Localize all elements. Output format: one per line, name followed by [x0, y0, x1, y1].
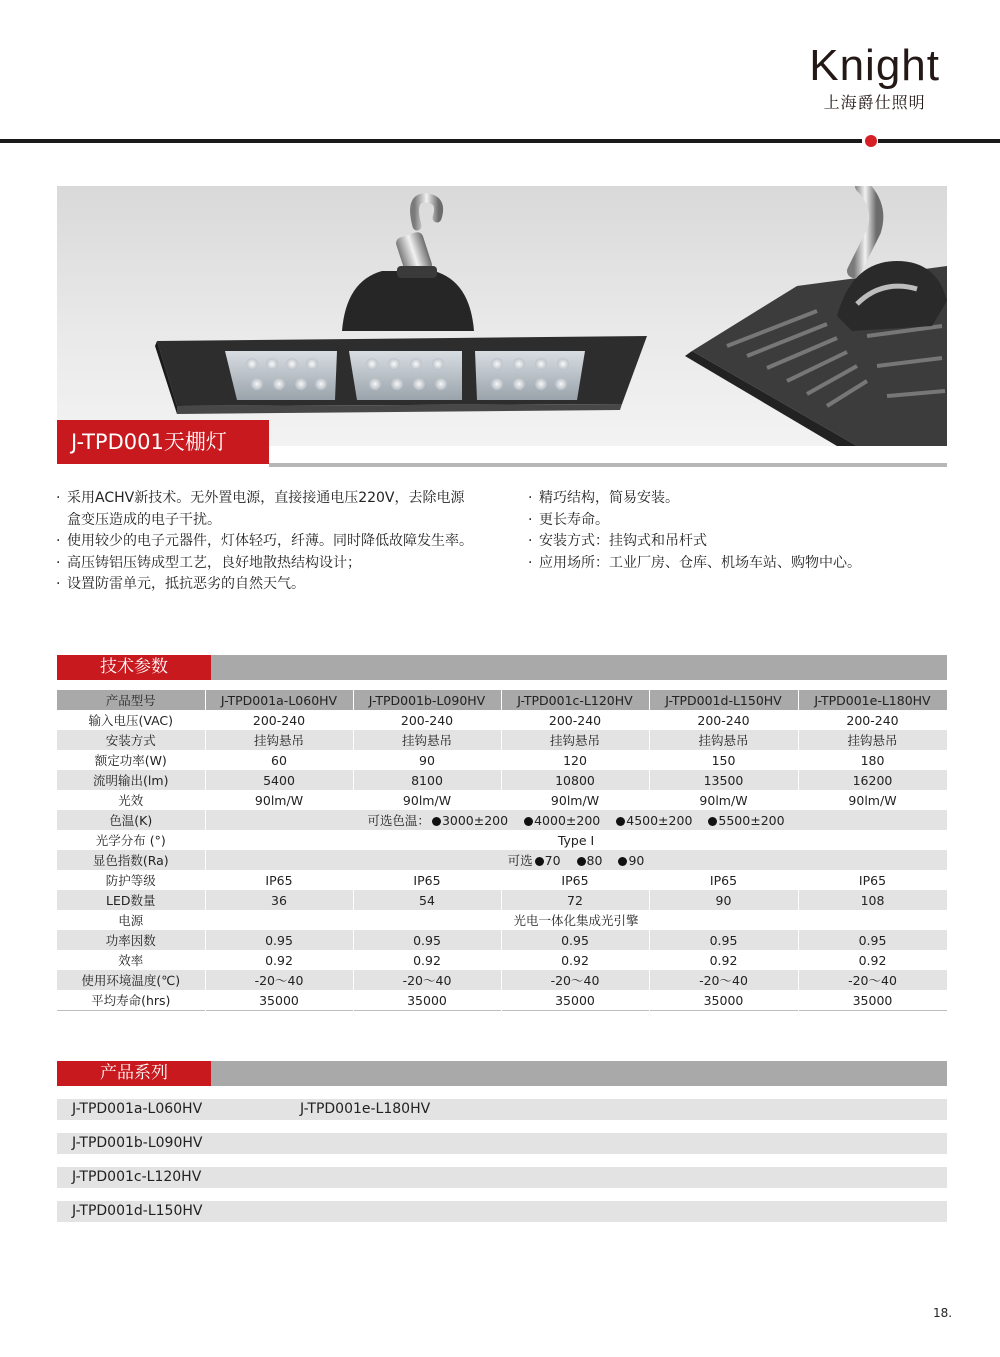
spec-label: 效率: [57, 950, 205, 970]
spec-row: [57, 930, 947, 950]
spec-row: [57, 950, 947, 970]
spec-value: 挂钩悬吊: [649, 730, 798, 750]
spec-row: [57, 750, 947, 770]
series-section-title: 产品系列: [57, 1061, 211, 1086]
spec-option: 90: [628, 853, 645, 868]
spec-value: 0.92: [353, 950, 501, 970]
spec-option: 4500±200: [626, 813, 693, 828]
spec-label: 光学分布 (°): [57, 830, 205, 850]
spec-value: 200-240: [501, 710, 649, 730]
spec-header-model: J-TPD001e-L180HV: [798, 690, 947, 710]
header-rule: [0, 139, 862, 143]
spec-merged-value: 光电一体化集成光引擎: [205, 910, 947, 930]
specs-section-title: 技术参数: [57, 655, 211, 680]
spec-value: 0.95: [501, 930, 649, 950]
spec-value: 180: [798, 750, 947, 770]
spec-header-label: 产品型号: [57, 690, 205, 710]
spec-merged-value: Type I: [205, 830, 947, 850]
page-number: 18.: [933, 1306, 953, 1320]
spec-value: 10800: [501, 770, 649, 790]
product-photo: [57, 186, 947, 446]
feature-item: · 高压铸铝压铸成型工艺，良好地散热结构设计；: [56, 553, 476, 575]
spec-value: 108: [798, 890, 947, 910]
series-row: [57, 1133, 947, 1154]
spec-value: 挂钩悬吊: [798, 730, 947, 750]
feature-item: · 精巧结构，简易安装。: [528, 488, 948, 510]
series-row: [57, 1099, 947, 1120]
spec-value: 36: [205, 890, 353, 910]
spec-option: 4000±200: [534, 813, 601, 828]
option-bullet-icon: [616, 817, 625, 826]
spec-option: 70: [544, 853, 561, 868]
spec-value: 150: [649, 750, 798, 770]
spec-value: 0.92: [798, 950, 947, 970]
spec-option-prefix: 可选色温：: [367, 813, 430, 828]
feature-item: · 安装方式：挂钩式和吊杆式: [528, 531, 948, 553]
specs-section-header: [57, 655, 947, 680]
spec-value: 35000: [798, 990, 947, 1011]
spec-value: 0.95: [649, 930, 798, 950]
feature-item: · 更长寿命。: [528, 510, 948, 532]
spec-value: -20～40: [501, 970, 649, 990]
series-row: [57, 1201, 947, 1222]
spec-label: 功率因数: [57, 930, 205, 950]
option-bullet-icon: [708, 817, 717, 826]
spec-row: [57, 730, 947, 750]
spec-option: 3000±200: [441, 813, 509, 828]
spec-value: 35000: [353, 990, 501, 1011]
spec-value: 200-240: [798, 710, 947, 730]
spec-label: 输入电压(VAC): [57, 710, 205, 730]
spec-row: [57, 970, 947, 990]
spec-value: 挂钩悬吊: [501, 730, 649, 750]
spec-label: LED数量: [57, 890, 205, 910]
spec-value: IP65: [649, 870, 798, 890]
spec-option-prefix: 可选: [507, 853, 533, 868]
spec-value: 13500: [649, 770, 798, 790]
feature-list-left: [56, 488, 476, 596]
feature-item: · 采用ACHV新技术。无外置电源，直接接通电压220V，去除电源盒变压造成的电子干扰。: [56, 488, 476, 531]
spec-value: 200-240: [649, 710, 798, 730]
option-bullet-icon: [535, 857, 544, 866]
spec-table: [57, 690, 948, 1011]
brand-logo: [809, 42, 940, 113]
spec-value: -20～40: [205, 970, 353, 990]
spec-value: 200-240: [353, 710, 501, 730]
spec-value: 90lm/W: [649, 790, 798, 810]
series-model: J-TPD001e-L180HV: [300, 1101, 431, 1117]
product-title: J-TPD001天棚灯: [57, 420, 269, 464]
spec-header-model: J-TPD001b-L090HV: [353, 690, 501, 710]
spec-value: 0.92: [501, 950, 649, 970]
spec-value: 54: [353, 890, 501, 910]
spec-value: 90lm/W: [205, 790, 353, 810]
series-row: [57, 1167, 947, 1188]
spec-label: 防护等级: [57, 870, 205, 890]
spec-value: 挂钩悬吊: [353, 730, 501, 750]
series-model: J-TPD001c-L120HV: [72, 1169, 202, 1185]
feature-list-right: [528, 488, 948, 574]
spec-label: 安装方式: [57, 730, 205, 750]
lamp-front-view: [155, 198, 647, 414]
spec-label: 电源: [57, 910, 205, 930]
spec-merged-value: [205, 810, 947, 830]
spec-label: 流明输出(lm): [57, 770, 205, 790]
spec-value: IP65: [798, 870, 947, 890]
spec-value: 0.95: [798, 930, 947, 950]
feature-item: · 设置防雷单元，抵抗恶劣的自然天气。: [56, 574, 476, 596]
spec-row: [57, 890, 947, 910]
header-rule-right: [878, 139, 1000, 143]
spec-value: IP65: [501, 870, 649, 890]
spec-option: 5500±200: [718, 813, 785, 828]
spec-value: -20～40: [798, 970, 947, 990]
spec-header-model: J-TPD001a-L060HV: [205, 690, 353, 710]
option-bullet-icon: [577, 857, 586, 866]
spec-value: 8100: [353, 770, 501, 790]
spec-value: 0.92: [205, 950, 353, 970]
spec-row: [57, 910, 947, 930]
option-bullet-icon: [524, 817, 533, 826]
spec-header-model: J-TPD001d-L150HV: [649, 690, 798, 710]
spec-value: IP65: [205, 870, 353, 890]
spec-value: 120: [501, 750, 649, 770]
lamp-rear-view: [685, 186, 947, 446]
spec-row: [57, 830, 947, 850]
spec-value: 35000: [501, 990, 649, 1011]
spec-value: 0.92: [649, 950, 798, 970]
spec-value: 0.95: [353, 930, 501, 950]
series-model: J-TPD001d-L150HV: [72, 1203, 203, 1219]
spec-label: 色温(K): [57, 810, 205, 830]
spec-value: 35000: [649, 990, 798, 1011]
spec-option: 80: [586, 853, 603, 868]
spec-value: 挂钩悬吊: [205, 730, 353, 750]
spec-value: -20～40: [649, 970, 798, 990]
spec-row: [57, 990, 947, 1011]
spec-value: 35000: [205, 990, 353, 1011]
brand-subtitle: 上海爵仕照明: [823, 93, 926, 112]
spec-value: IP65: [353, 870, 501, 890]
brand-name: Knight: [809, 41, 940, 90]
series-model: J-TPD001a-L060HV: [72, 1101, 203, 1117]
spec-value: 60: [205, 750, 353, 770]
spec-row: [57, 810, 947, 830]
spec-value: 5400: [205, 770, 353, 790]
spec-value: 200-240: [205, 710, 353, 730]
spec-value: 90lm/W: [798, 790, 947, 810]
series-section-header: [57, 1061, 947, 1086]
title-rule: [269, 463, 947, 467]
feature-item: · 使用较少的电子元器件，灯体轻巧，纤薄。同时降低故障发生率。: [56, 531, 476, 553]
spec-value: 16200: [798, 770, 947, 790]
spec-row: [57, 870, 947, 890]
spec-row: [57, 790, 947, 810]
spec-value: 72: [501, 890, 649, 910]
option-bullet-icon: [432, 817, 441, 826]
spec-row: [57, 710, 947, 730]
spec-value: 90: [353, 750, 501, 770]
feature-item: · 应用场所：工业厂房、仓库、机场车站、购物中心。: [528, 553, 948, 575]
spec-value: -20～40: [353, 970, 501, 990]
spec-merged-value: [205, 850, 947, 870]
spec-row: [57, 770, 947, 790]
spec-label: 显色指数(Ra): [57, 850, 205, 870]
spec-row: [57, 850, 947, 870]
header-dot: [865, 135, 877, 147]
spec-value: 0.95: [205, 930, 353, 950]
spec-label: 光效: [57, 790, 205, 810]
spec-value: 90: [649, 890, 798, 910]
spec-value: 90lm/W: [353, 790, 501, 810]
spec-label: 平均寿命(hrs): [57, 990, 205, 1011]
spec-header-model: J-TPD001c-L120HV: [501, 690, 649, 710]
series-model: J-TPD001b-L090HV: [72, 1135, 203, 1151]
option-bullet-icon: [618, 857, 627, 866]
spec-label: 额定功率(W): [57, 750, 205, 770]
spec-value: 90lm/W: [501, 790, 649, 810]
spec-label: 使用环境温度(℃): [57, 970, 205, 990]
